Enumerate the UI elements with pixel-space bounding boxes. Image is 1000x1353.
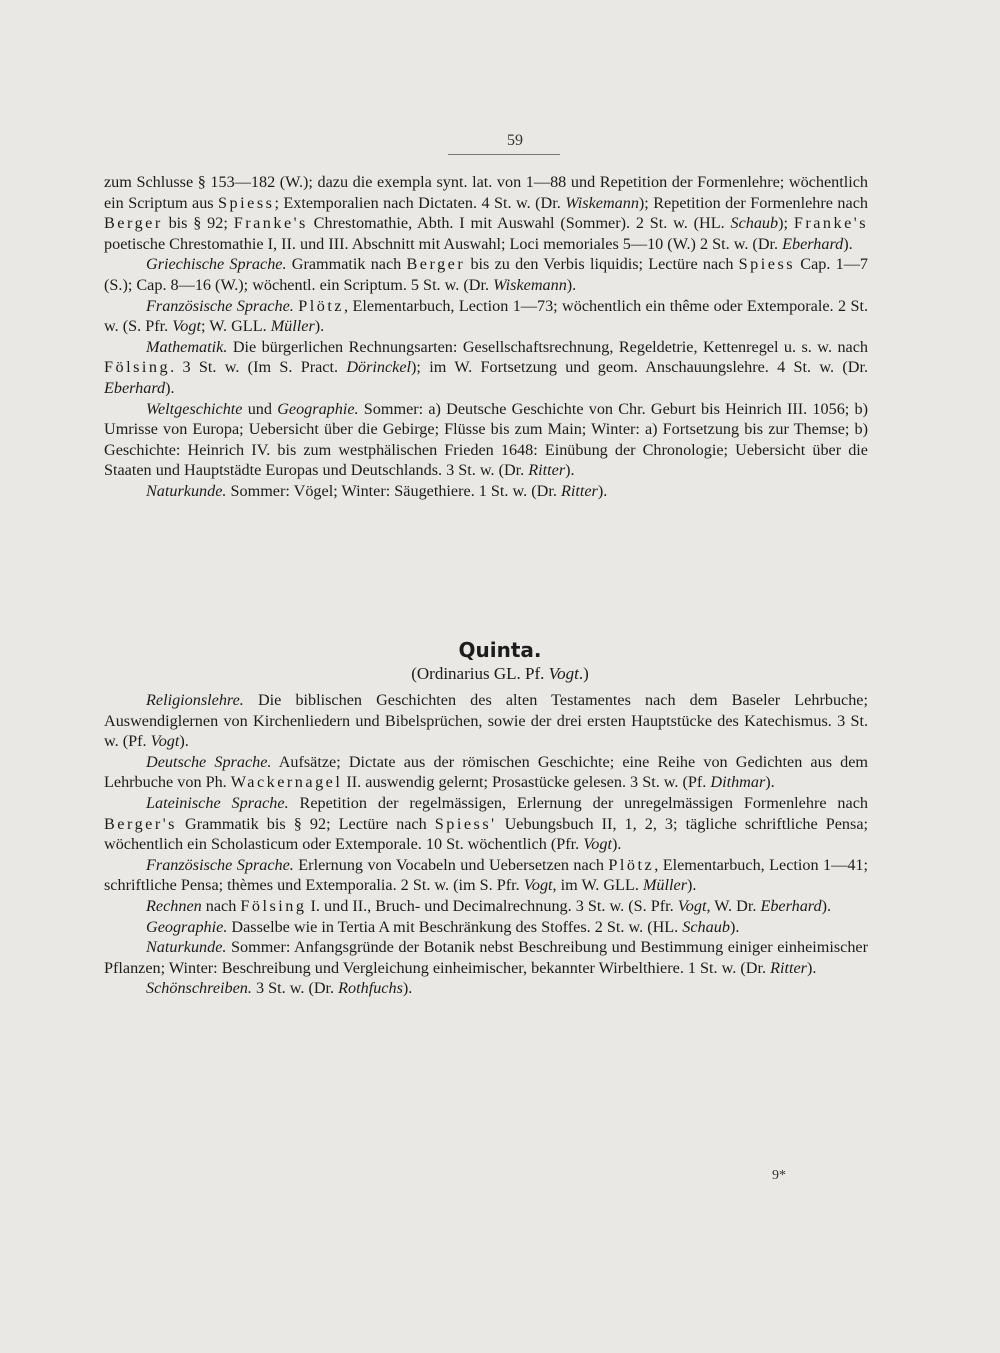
section-subheading: (Ordinarius GL. Pf. Vogt.) [411, 664, 589, 683]
arithmetic-paragraph: Rechnen nach Fölsing I. und II., Bruch- und Decimalrechnung. 3 St. w. (S. Pfr. Vogt, W. Dr. Eberhard). [146, 896, 832, 915]
subject-heading: Griechische Sprache. [146, 255, 287, 274]
natural-science-paragraph: Naturkunde. Sommer: Vögel; Winter: Säugethiere. 1 St. w. (Dr. Ritter). [146, 481, 608, 500]
subject-heading: Deutsche Sprache. [146, 752, 272, 771]
subject-heading: Naturkunde. [146, 938, 227, 957]
geography-paragraph: Geographie. Dasselbe wie in Tertia A mit Beschränkung des Stoffes. 2 St. w. (HL. Schaub). [146, 917, 740, 936]
subject-heading: Weltgeschichte [146, 399, 243, 418]
greek-paragraph: Griechische Sprache. Grammatik nach Berger bis zu den Verbis liquidis; Lectüre nach Spiess Cap. 1—7 (S.); Cap. 8—16 (W.); wöchentl. ein Scriptum. 5 St. w. (Dr. Wiskemann). [104, 255, 869, 294]
french-paragraph: Französische Sprache. Plötz, Elementarbuch, Lection 1—73; wöchentlich ein thême oder Extemporale. 2 St. w. (S. Pfr. Vogt; W. GLL. Müller). [104, 296, 869, 336]
religion-paragraph: Religionslehre. Die biblischen Geschichten des alten Testamentes nach dem Baseler Lehrbuche; Auswendiglernen von Kirchenliedern und Bibelsprüchen, sowie der drei ersten Hauptstücke des Katechismus. 3 St. w. (Pf. Vogt). [104, 691, 868, 751]
lower-section [104, 690, 868, 999]
page-number-rule [448, 154, 560, 155]
mathematics-paragraph: Mathematik. Die bürgerlichen Rechnungsarten: Gesellschaftsrechnung, Regeldetrie, Kettenregel u. s. w. nach Fölsing. 3 St. w. (Im S. Pract. Dörinckel); im W. Fortsetzung und geom. Anschauungslehre. 4 St. w. (Dr. Eberhard). [104, 337, 868, 397]
subject-heading: Lateinische Sprache. [146, 793, 289, 812]
history-geography-paragraph: Weltgeschichte und Geographie. Sommer: a) Deutsche Geschichte von Chr. Geburt bis Heinrich III. 1056; b) Umrisse von Europa; Uebersicht über die Gebirge; Flüsse bis zum Main; Winter: a) Fortsetzung bis zur Themse; b) Geschichte: Heinrich IV. bis zum westphälischen Frieden 1648: Einübung der Chronologie; Uebersicht über die Staaten und Hauptstädte Europas und Deutschlands. 3 St. w. (Dr. Ritter). [104, 399, 868, 480]
page-number: 59 [507, 132, 523, 149]
subject-heading: Französische Sprache. [146, 855, 294, 874]
subject-heading: Französische Sprache. [146, 296, 294, 315]
signature-mark: 9* [772, 1168, 786, 1183]
subject-heading: Geographie. [146, 917, 228, 936]
natural-science-paragraph-quinta: Naturkunde. Sommer: Anfangsgründe der Botanik nebst Beschreibung und Bestimmung einiger einheimischer Pflanzen; Winter: Beschreibung und Vergleichung einheimischer, bekannter Wirbelthiere. 1 St. w. (Dr. Ritter). [104, 938, 868, 977]
subject-heading: Mathematik. [146, 337, 228, 356]
german-paragraph: Deutsche Sprache. Aufsätze; Dictate aus der römischen Geschichte; eine Reihe von Gedichten aus dem Lehrbuche von Ph. Wackernagel II. auswendig gelernt; Prosastücke gelesen. 3 St. w. (Pf. Dithmar). [104, 752, 869, 792]
french-paragraph-quinta: Französische Sprache. Erlernung von Vocabeln und Uebersetzen nach Plötz, Elementarbuch, Lection 1—41; schriftliche Pensa; thèmes und Extemporalia. 2 St. w. (im S. Pfr. Vogt, im W. GLL. Müller). [104, 855, 868, 895]
subject-heading: Geographie. [277, 399, 359, 418]
upper-section [104, 172, 868, 502]
subject-heading: Religionslehre. [146, 691, 244, 709]
section-heading: Quinta. [458, 638, 542, 662]
subject-heading: Naturkunde. [146, 481, 227, 500]
subject-heading: Rechnen [146, 896, 202, 915]
subject-heading: Schönschreiben. [146, 979, 252, 998]
latin-paragraph: Lateinische Sprache. Repetition der regelmässigen, Erlernung der unregelmässigen Formenlehre nach Berger's Grammatik bis § 92; Lectüre nach Spiess' Uebungsbuch II, 1, 2, 3; tägliche schriftliche Pensa; wöchentlich ein Scholasticum oder Extemporale. 10 St. wöchentlich (Pfr. Vogt). [104, 793, 868, 854]
latin-continuation-paragraph: zum Schlusse § 153—182 (W.); dazu die exempla synt. lat. von 1—88 und Repetition der Formenlehre; wöchentlich ein Scriptum aus Spiess; Extemporalien nach Dictaten. 4 St. w. (Dr. Wiskemann); Repetition der Formenlehre nach Berger bis § 92; Franke's Chrestomathie, Abth. I mit Auswahl (Sommer). 2 St. w. (HL. Schaub); Franke's poetische Chrestomathie I, II. und III. Abschnitt mit Auswahl; Loci memoriales 5—10 (W.) 2 St. w. (Dr. Eberhard). [104, 173, 869, 253]
penmanship-paragraph: Schönschreiben. 3 St. w. (Dr. Rothfuchs). [146, 979, 413, 998]
